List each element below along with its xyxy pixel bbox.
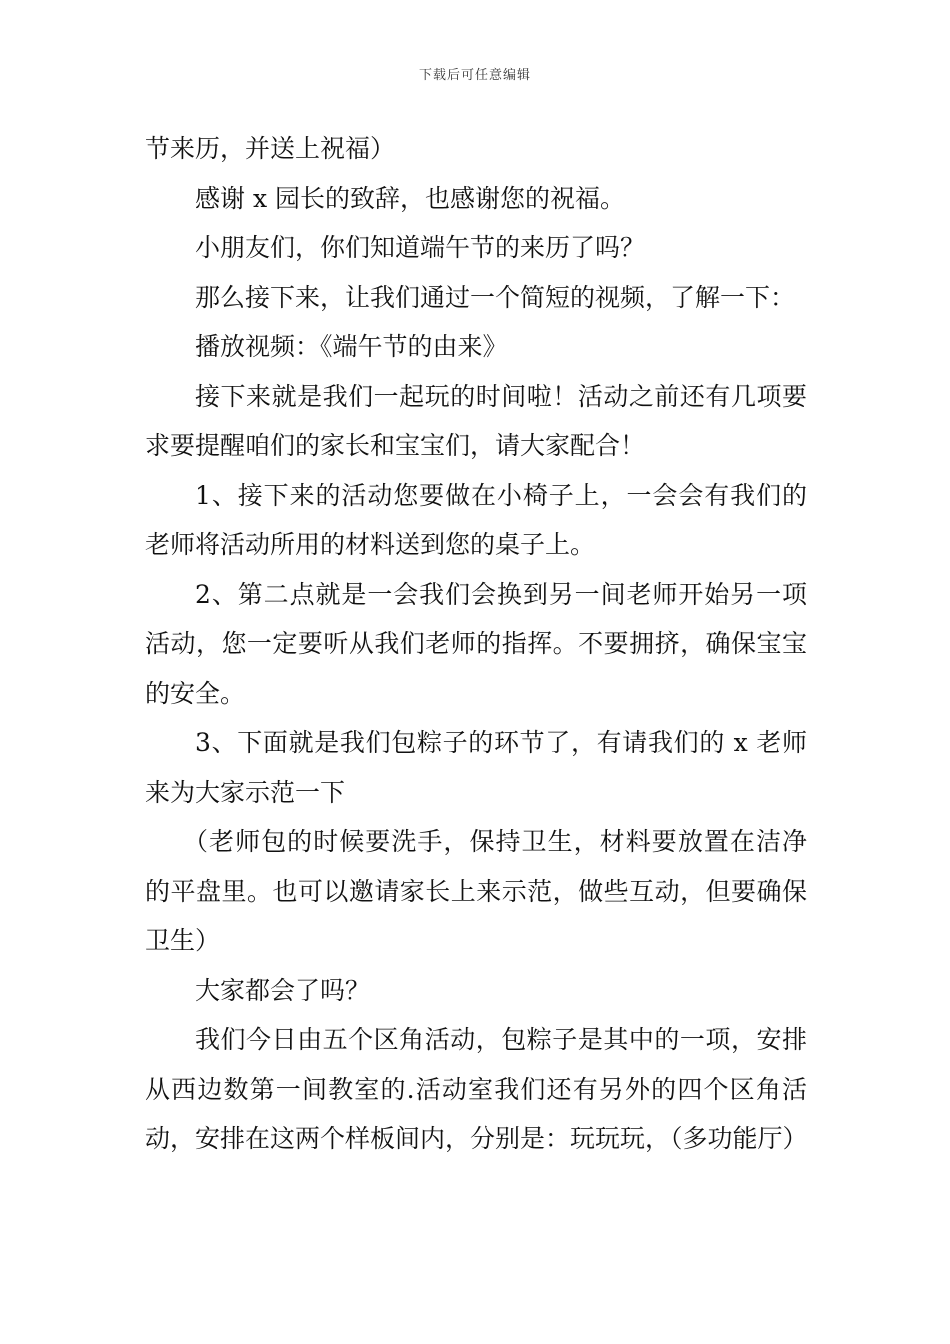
paragraph-11: 大家都会了吗？ [195,975,371,1005]
paragraph-5: 播放视频：《端午节的由来》 [195,332,508,361]
paragraph-8: 2、第二点就是一会我们会换到另一间老师开始另一项活动，您一定要听从我们老师的指挥。不要拥挤，确保宝宝的安全。 [145,579,807,708]
page-header: 下载后可任意编辑 [418,68,531,83]
paragraph-3: 小朋友们，你们知道端午节的来历了吗？ [195,233,646,262]
paragraph-7: 1、接下来的活动您要做在小椅子上，一会会有我们的老师将活动所用的材料送到您的桌子上。 [145,480,807,559]
paragraph-12: 我们今日由五个区角活动，包粽子是其中的一项，安排从西边数第一间教室的.活动室我们还有另外的四个区角活动，安排在这两个样板间内，分别是：玩玩玩，（多功能厅） [145,1025,808,1153]
paragraph-10: （老师包的时候要洗手，保持卫生，材料要放置在洁净的平盘里。也可以邀请家长上来示范，做些互动，但要确保卫生） [145,827,807,955]
paragraph-6: 接下来就是我们一起玩的时间啦！活动之前还有几项要求要提醒咱们的家长和宝宝们，请大家配合！ [145,381,807,460]
paragraph-2: 感谢 x 园长的致辞，也感谢您的祝福。 [195,183,625,213]
paragraph-9: 3、下面就是我们包粽子的环节了，有请我们的 x 老师来为大家示范一下 [145,728,807,807]
document-body [145,124,807,1164]
paragraph-1: 节来历，并送上祝福） [145,134,396,163]
paragraph-4: 那么接下来，让我们通过一个简短的视频，了解一下： [195,282,796,312]
